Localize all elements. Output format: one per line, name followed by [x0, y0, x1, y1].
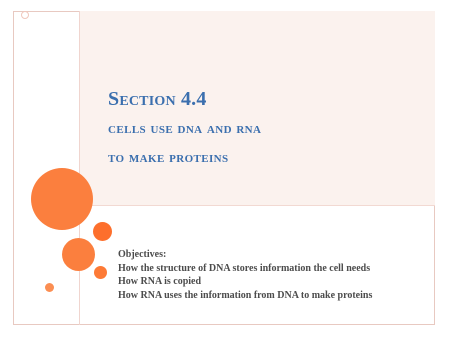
- objective-item: How RNA is copied: [118, 276, 202, 288]
- objectives-heading: Objectives:: [118, 249, 167, 260]
- decorative-circle: [62, 238, 95, 271]
- objectives-block: [118, 248, 438, 302]
- slide-title: [108, 85, 418, 172]
- title-line-3: to make proteins: [108, 149, 229, 166]
- decorative-circle: [45, 283, 54, 292]
- objective-item: How the structure of DNA stores information the cell needs: [118, 262, 371, 274]
- decorative-circle: [21, 11, 29, 19]
- decorative-circle: [93, 222, 112, 241]
- decorative-circle: [94, 266, 107, 279]
- title-line-1: Section 4.4: [108, 88, 207, 110]
- title-line-2: cells use dna and rna: [108, 120, 262, 137]
- decorative-circle: [31, 168, 93, 230]
- objective-item: How RNA uses the information from DNA to make proteins: [118, 289, 373, 301]
- decorative-divider: [79, 11, 80, 325]
